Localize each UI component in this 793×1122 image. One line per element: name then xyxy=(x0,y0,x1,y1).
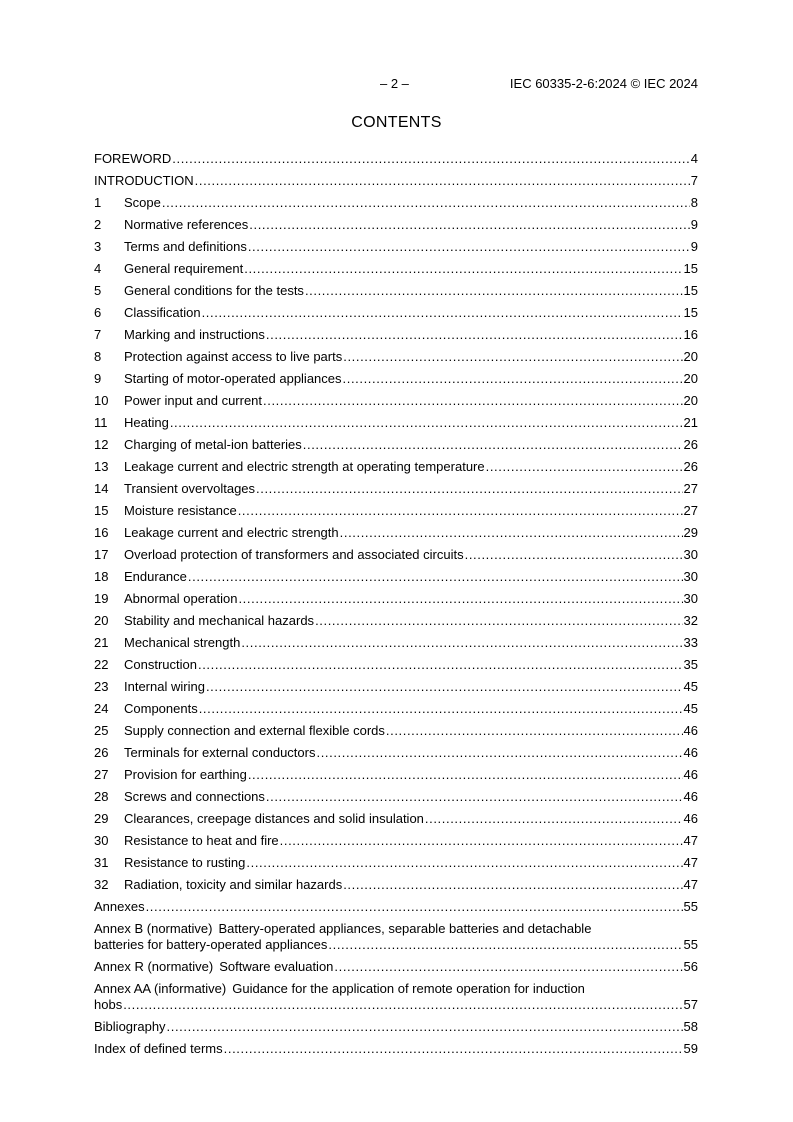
toc-section-number: 12 xyxy=(94,437,109,452)
toc-section-title: Internal wiring xyxy=(124,679,205,694)
toc-section-number: 20 xyxy=(94,613,109,628)
leader-dots xyxy=(486,459,683,475)
leader-dots xyxy=(162,195,690,211)
leader-dots xyxy=(224,1041,683,1057)
toc-page-number: 46 xyxy=(683,723,698,738)
leader-dots xyxy=(202,305,683,321)
toc-section-number: 3 xyxy=(94,239,102,254)
toc-entry[interactable] xyxy=(94,871,698,893)
toc-entry[interactable] xyxy=(94,431,698,453)
toc-entry-annex-aa[interactable] xyxy=(94,975,698,1013)
toc-section-number: 28 xyxy=(94,789,109,804)
toc-page-number: 58 xyxy=(683,1019,698,1034)
leader-dots xyxy=(280,833,683,849)
toc-section-title: Screws and connections xyxy=(124,789,265,804)
leader-dots xyxy=(248,239,690,255)
leader-dots xyxy=(315,613,682,629)
leader-dots xyxy=(246,855,682,871)
leader-dots xyxy=(386,723,683,739)
toc-page-number: 33 xyxy=(683,635,698,650)
toc-section-title: General conditions for the tests xyxy=(124,283,304,298)
toc-section-title: Resistance to heat and fire xyxy=(124,833,279,848)
leader-dots xyxy=(249,217,689,233)
document-reference: IEC 60335-2-6:2024 © IEC 2024 xyxy=(509,76,698,91)
leader-dots xyxy=(334,959,682,975)
annex-b-title-line1: Battery-operated appliances, separable batteries and detachable xyxy=(218,921,592,936)
leader-dots xyxy=(248,767,683,783)
toc-section-number: 4 xyxy=(94,261,102,276)
leader-dots xyxy=(316,745,682,761)
toc-entry[interactable] xyxy=(94,365,698,387)
toc-page-number: 26 xyxy=(683,437,698,452)
toc-entry[interactable] xyxy=(94,761,698,783)
toc-entry[interactable] xyxy=(94,277,698,299)
annex-aa-title-line1: Guidance for the application of remote operation for induction xyxy=(232,981,585,996)
toc-entry[interactable] xyxy=(94,145,698,167)
toc-entry[interactable] xyxy=(94,1035,698,1057)
toc-section-title: Index of defined terms xyxy=(94,1041,223,1056)
toc-entry[interactable] xyxy=(94,475,698,497)
toc-page-number: 55 xyxy=(683,899,698,914)
toc-page-number: 59 xyxy=(683,1041,698,1056)
toc-entry[interactable] xyxy=(94,189,698,211)
toc-section-number: 17 xyxy=(94,547,109,562)
toc-entry[interactable] xyxy=(94,651,698,673)
toc-section-title: Annexes xyxy=(94,899,145,914)
toc-section-title: Supply connection and external flexible cords xyxy=(124,723,385,738)
toc-page-number: 29 xyxy=(683,525,698,540)
toc-section-title: General requirement xyxy=(124,261,244,276)
toc-page-number: 26 xyxy=(683,459,698,474)
toc-section-number: 25 xyxy=(94,723,109,738)
leader-dots xyxy=(199,701,683,717)
annex-aa-title-line2: hobs xyxy=(94,997,123,1012)
toc-page-number: 56 xyxy=(683,959,698,974)
leader-dots xyxy=(241,635,682,651)
toc-page-number: 47 xyxy=(683,833,698,848)
leader-dots xyxy=(266,327,683,343)
toc-entry[interactable] xyxy=(94,497,698,519)
toc-section-number: 15 xyxy=(94,503,109,518)
leader-dots xyxy=(266,789,683,805)
toc-entry[interactable] xyxy=(94,541,698,563)
toc-section-title: Mechanical strength xyxy=(124,635,241,650)
leader-dots xyxy=(343,877,682,893)
leader-dots xyxy=(340,525,683,541)
toc-entry[interactable] xyxy=(94,783,698,805)
toc-page-number: 46 xyxy=(683,745,698,760)
annex-b-title-line2: batteries for battery-operated appliances xyxy=(94,937,328,952)
toc-page-number: 30 xyxy=(683,591,698,606)
toc-page-number: 20 xyxy=(683,393,698,408)
toc-entry[interactable] xyxy=(94,299,698,321)
toc-section-number: 8 xyxy=(94,349,102,364)
contents-title: CONTENTS xyxy=(351,114,442,131)
page-number: – 2 – xyxy=(380,76,409,91)
toc-section-number: 13 xyxy=(94,459,109,474)
toc-section-number: 22 xyxy=(94,657,109,672)
toc-page-number: 30 xyxy=(683,569,698,584)
leader-dots xyxy=(238,591,682,607)
toc-page-number: 57 xyxy=(683,997,698,1012)
toc-section-title: Overload protection of transformers and associated circuits xyxy=(124,547,464,562)
toc-page-number: 32 xyxy=(683,613,698,628)
toc-section-title: Components xyxy=(124,701,198,716)
toc-entry[interactable] xyxy=(94,255,698,277)
toc-entry[interactable] xyxy=(94,805,698,827)
toc-page-number: 8 xyxy=(690,195,698,210)
leader-dots xyxy=(167,1019,683,1035)
toc-section-number: 14 xyxy=(94,481,109,496)
toc-section-number: 10 xyxy=(94,393,109,408)
leader-dots xyxy=(198,657,683,673)
toc-section-title: Charging of metal-ion batteries xyxy=(124,437,302,452)
leader-dots xyxy=(170,415,683,431)
toc-tail-list xyxy=(94,1013,698,1057)
toc-entry[interactable] xyxy=(94,827,698,849)
leader-dots xyxy=(146,899,683,915)
leader-dots xyxy=(206,679,683,695)
toc-section-number: 9 xyxy=(94,371,102,386)
toc-page-number: 27 xyxy=(683,481,698,496)
toc-page-number: 15 xyxy=(683,305,698,320)
toc-section-title: Protection against access to live parts xyxy=(124,349,343,364)
toc-page-number: 9 xyxy=(690,239,698,254)
toc-section-number: 6 xyxy=(94,305,102,320)
leader-dots xyxy=(123,997,682,1013)
toc-entry[interactable] xyxy=(94,343,698,365)
toc-entry[interactable] xyxy=(94,673,698,695)
toc-page-number: 47 xyxy=(683,855,698,870)
toc-entry[interactable] xyxy=(94,211,698,233)
leader-dots xyxy=(244,261,682,277)
leader-dots xyxy=(195,173,690,189)
toc-section-number: 19 xyxy=(94,591,109,606)
toc-page-number: 45 xyxy=(683,679,698,694)
toc-section-number: 31 xyxy=(94,855,109,870)
leader-dots xyxy=(263,393,683,409)
toc-entry[interactable] xyxy=(94,739,698,761)
toc-section-title: Terminals for external conductors xyxy=(124,745,316,760)
toc-section-title: FOREWORD xyxy=(94,151,172,166)
toc-section-title: Terms and definitions xyxy=(124,239,247,254)
toc-section-number: 29 xyxy=(94,811,109,826)
leader-dots xyxy=(256,481,683,497)
toc-page-number: 4 xyxy=(690,151,698,166)
toc-section-title: Normative references xyxy=(124,217,249,232)
leader-dots xyxy=(305,283,683,299)
toc-section-title: Abnormal operation xyxy=(124,591,238,606)
toc-section-number: 18 xyxy=(94,569,109,584)
toc-section-title: Resistance to rusting xyxy=(124,855,246,870)
annex-r-label: Software evaluation xyxy=(219,959,334,974)
table-of-contents xyxy=(94,145,698,1057)
toc-section-title: INTRODUCTION xyxy=(94,173,194,188)
toc-entry[interactable] xyxy=(94,167,698,189)
toc-page-number: 45 xyxy=(683,701,698,716)
toc-section-title: Moisture resistance xyxy=(124,503,237,518)
toc-entry[interactable] xyxy=(94,717,698,739)
annex-r-prefix: Annex R (normative) xyxy=(94,959,214,974)
toc-entry-annex-r[interactable] xyxy=(94,953,698,975)
leader-dots xyxy=(343,349,682,365)
toc-entry[interactable] xyxy=(94,321,698,343)
toc-section-number: 16 xyxy=(94,525,109,540)
toc-page-number: 20 xyxy=(683,371,698,386)
toc-section-title: Leakage current and electric strength at operating temperature xyxy=(124,459,485,474)
toc-section-title: Radiation, toxicity and similar hazards xyxy=(124,877,343,892)
toc-section-number: 1 xyxy=(94,195,102,210)
toc-section-title: Transient overvoltages xyxy=(124,481,256,496)
toc-entry[interactable] xyxy=(94,893,698,915)
toc-section-title: Leakage current and electric strength xyxy=(124,525,339,540)
toc-entry[interactable] xyxy=(94,563,698,585)
toc-main-list xyxy=(94,145,698,915)
leader-dots xyxy=(343,371,683,387)
toc-section-title: Power input and current xyxy=(124,393,263,408)
page-header xyxy=(94,76,698,92)
toc-section-number: 24 xyxy=(94,701,109,716)
toc-section-title: Starting of motor-operated appliances xyxy=(124,371,342,386)
toc-section-number: 30 xyxy=(94,833,109,848)
toc-entry[interactable] xyxy=(94,453,698,475)
toc-section-number: 32 xyxy=(94,877,109,892)
toc-section-number: 26 xyxy=(94,745,109,760)
toc-section-title: Endurance xyxy=(124,569,187,584)
toc-page-number: 46 xyxy=(683,811,698,826)
toc-page-number: 7 xyxy=(690,173,698,188)
toc-section-title: Scope xyxy=(124,195,161,210)
toc-section-title: Bibliography xyxy=(94,1019,166,1034)
toc-page-number: 16 xyxy=(683,327,698,342)
toc-entry[interactable] xyxy=(94,409,698,431)
toc-section-title: Construction xyxy=(124,657,197,672)
toc-page-number: 20 xyxy=(683,349,698,364)
toc-entry[interactable] xyxy=(94,607,698,629)
toc-section-number: 5 xyxy=(94,283,102,298)
toc-entry[interactable] xyxy=(94,585,698,607)
toc-page-number: 27 xyxy=(683,503,698,518)
leader-dots xyxy=(465,547,683,563)
toc-section-title: Provision for earthing xyxy=(124,767,247,782)
leader-dots xyxy=(238,503,683,519)
toc-entry-annex-b[interactable] xyxy=(94,915,698,953)
toc-entry-annex-b-line1 xyxy=(94,921,698,937)
toc-entry[interactable] xyxy=(94,849,698,871)
toc-entry[interactable] xyxy=(94,519,698,541)
annex-aa-prefix: Annex AA (informative) xyxy=(94,981,227,996)
toc-entry[interactable] xyxy=(94,1013,698,1035)
toc-section-number: 11 xyxy=(94,415,108,430)
annex-b-prefix: Annex B (normative) xyxy=(94,921,213,936)
toc-entry[interactable] xyxy=(94,629,698,651)
toc-page-number: 21 xyxy=(683,415,698,430)
toc-section-title: Marking and instructions xyxy=(124,327,265,342)
toc-section-title: Heating xyxy=(124,415,169,430)
toc-section-number: 2 xyxy=(94,217,102,232)
toc-page-number: 30 xyxy=(683,547,698,562)
toc-page-number: 35 xyxy=(683,657,698,672)
toc-page-number: 47 xyxy=(683,877,698,892)
leader-dots xyxy=(172,151,689,167)
toc-page-number: 55 xyxy=(683,937,698,952)
toc-section-number: 27 xyxy=(94,767,109,782)
toc-entry[interactable] xyxy=(94,387,698,409)
toc-section-number: 23 xyxy=(94,679,109,694)
leader-dots xyxy=(303,437,683,453)
leader-dots xyxy=(328,937,682,953)
toc-section-number: 7 xyxy=(94,327,102,342)
toc-page-number: 15 xyxy=(683,283,698,298)
toc-page-number: 9 xyxy=(690,217,698,232)
toc-page-number: 15 xyxy=(683,261,698,276)
annex-r-title xyxy=(94,959,333,975)
leader-dots xyxy=(425,811,683,827)
toc-entry[interactable] xyxy=(94,233,698,255)
toc-section-title: Classification xyxy=(124,305,201,320)
toc-section-title: Clearances, creepage distances and solid insulation xyxy=(124,811,424,826)
leader-dots xyxy=(188,569,683,585)
toc-entry[interactable] xyxy=(94,695,698,717)
toc-page-number: 46 xyxy=(683,789,698,804)
toc-section-title: Stability and mechanical hazards xyxy=(124,613,315,628)
toc-section-number: 21 xyxy=(94,635,109,650)
toc-page-number: 46 xyxy=(683,767,698,782)
toc-entry-annex-aa-line1 xyxy=(94,981,698,997)
